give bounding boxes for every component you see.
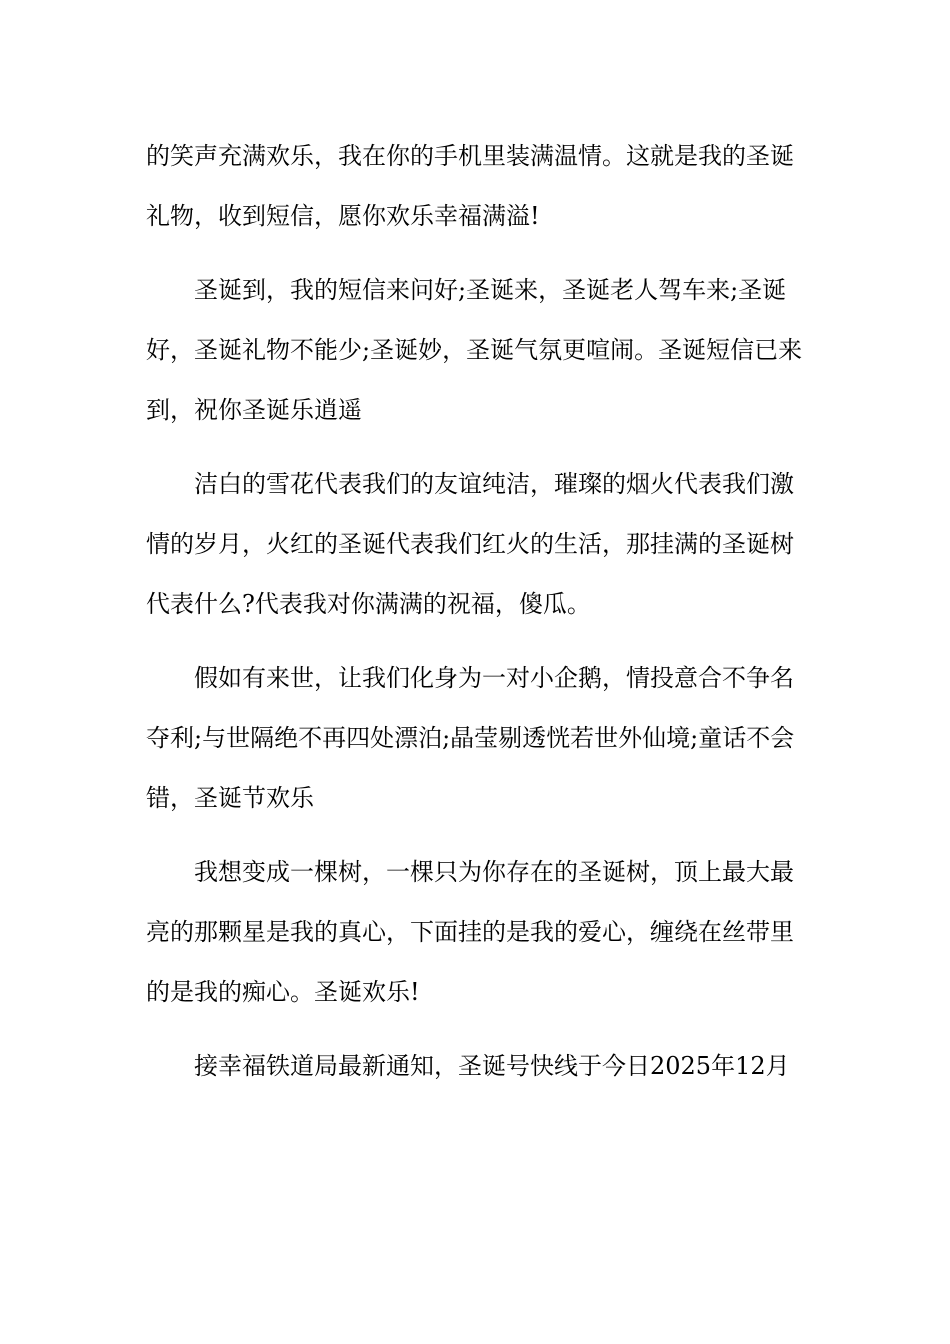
text-line: 的笑声充满欢乐，我在你的手机里装满温情。这就是我的圣诞 (146, 142, 794, 170)
paragraph-5 (146, 842, 808, 1022)
text-line: 错，圣诞节欢乐 (146, 784, 314, 812)
text-line: 接幸福铁道局最新通知，圣诞号快线于今日2025年12月 (194, 1052, 790, 1080)
document-body (146, 126, 808, 1096)
text-line: 代表什么?代表我对你满满的祝福，傻瓜。 (146, 590, 591, 618)
text-line: 的是我的痴心。圣诞欢乐! (146, 978, 420, 1006)
paragraph-6 (146, 1036, 808, 1096)
paragraph-2 (146, 260, 808, 440)
text-line: 假如有来世，让我们化身为一对小企鹅，情投意合不争名 (194, 664, 794, 692)
text-line: 到，祝你圣诞乐逍遥 (146, 396, 362, 424)
text-line: 情的岁月，火红的圣诞代表我们红火的生活，那挂满的圣诞树 (146, 530, 794, 558)
text-line: 洁白的雪花代表我们的友谊纯洁，璀璨的烟火代表我们激 (194, 470, 794, 498)
text-line: 我想变成一棵树，一棵只为你存在的圣诞树，顶上最大最 (194, 858, 794, 886)
paragraph-3 (146, 454, 808, 634)
text-line: 好，圣诞礼物不能少;圣诞妙，圣诞气氛更喧闹。圣诞短信已来 (146, 336, 803, 364)
text-line: 夺利;与世隔绝不再四处漂泊;晶莹剔透恍若世外仙境;童话不会 (146, 724, 795, 752)
paragraph-1 (146, 126, 808, 246)
text-line: 圣诞到，我的短信来问好;圣诞来，圣诞老人驾车来;圣诞 (194, 276, 787, 304)
text-line: 礼物，收到短信，愿你欢乐幸福满溢! (146, 202, 540, 230)
paragraph-4 (146, 648, 808, 828)
text-line: 亮的那颗星是我的真心，下面挂的是我的爱心，缠绕在丝带里 (146, 918, 794, 946)
